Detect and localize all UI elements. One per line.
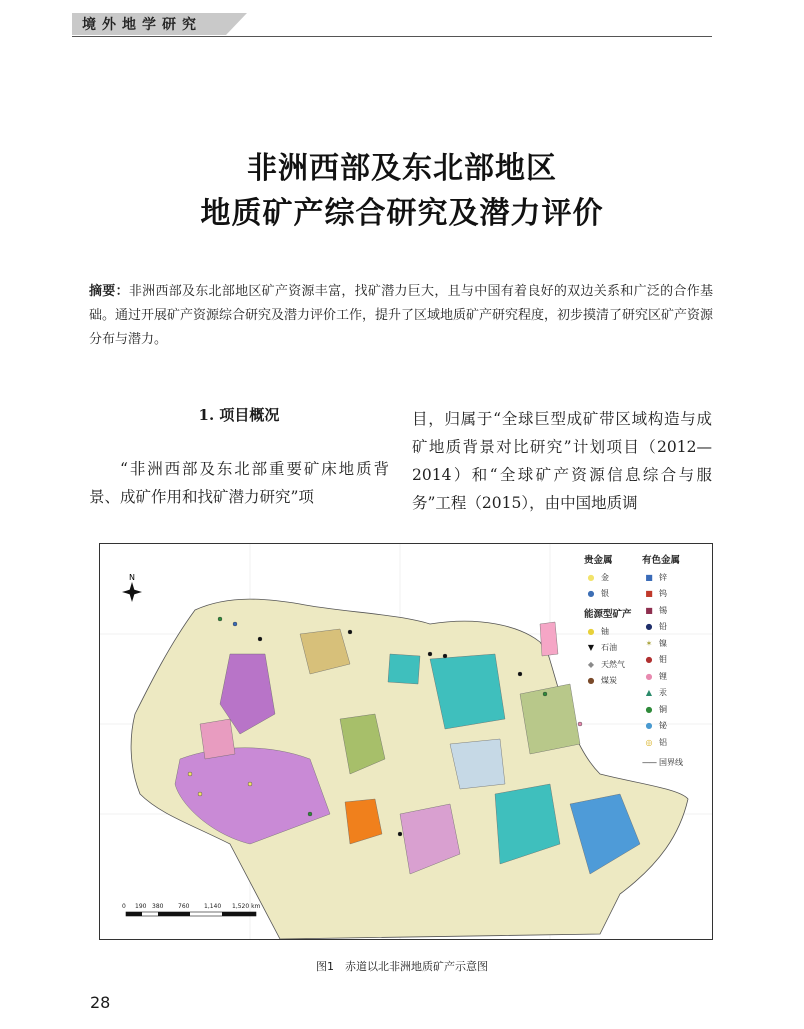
legend-label: 铜	[659, 704, 667, 714]
legend-symbol-icon: ●	[645, 622, 653, 632]
legend-energy-title: 能源型矿产	[584, 609, 632, 620]
legend-label: 钼	[659, 655, 667, 665]
scale-tick-4: 1,140	[204, 903, 222, 910]
scale-tick-3: 760	[178, 903, 190, 910]
abstract	[89, 280, 713, 352]
legend-symbol-icon: ●	[587, 589, 595, 599]
legend-label: 镍	[659, 638, 667, 648]
legend-symbol-icon: ■	[645, 605, 653, 615]
legend-symbol-icon: ●	[645, 671, 653, 681]
legend-label: 银	[601, 589, 609, 599]
scale-bar	[122, 903, 261, 916]
legend-label: 铅	[659, 622, 667, 632]
title-line-2: 地质矿产综合研究及潜力评价	[200, 196, 604, 231]
header-rule	[72, 36, 712, 37]
abstract-label: 摘要：	[89, 284, 129, 299]
legend-nonferrous-item	[642, 718, 708, 735]
title-line-1: 非洲西部及东北部地区	[247, 151, 557, 186]
legend-label: 锌	[659, 572, 667, 582]
legend-nonferrous-item	[642, 602, 708, 619]
legend-energy-item	[584, 656, 644, 673]
legend-label: 铀	[601, 626, 609, 636]
legend-symbol-icon: ●	[587, 676, 595, 686]
legend-left	[584, 552, 644, 689]
legend-nonferrous-item	[642, 668, 708, 685]
legend-symbol-icon: ●	[587, 626, 595, 636]
legend-label: 汞	[659, 688, 667, 698]
scale-tick-1: 190	[135, 903, 147, 910]
legend-symbol-icon: ■	[645, 589, 653, 599]
legend-precious-item	[584, 569, 644, 586]
scale-tick-2: 380	[152, 903, 164, 910]
left-column-text: “非洲西部及东北部重要矿床地质背景、成矿作用和找矿潜力研究”项	[89, 460, 389, 506]
legend-label: 锡	[659, 605, 667, 615]
legend-label: 铋	[659, 721, 667, 731]
compass-rose	[122, 573, 142, 602]
legend-label: 天然气	[601, 659, 625, 669]
figure-caption: 图1 赤道以北非洲地质矿产示意图	[316, 960, 488, 973]
legend-right	[642, 552, 708, 771]
legend-label: 钨	[659, 589, 667, 599]
scale-tick-5: 1,520 km	[232, 903, 261, 910]
running-header: 境外地学研究	[82, 17, 202, 33]
legend-border	[642, 755, 708, 772]
legend-symbol-icon: ✶	[645, 638, 653, 648]
legend-symbol-icon: ▼	[587, 643, 595, 653]
legend-label: 铝	[659, 737, 667, 747]
legend-precious-title: 贵金属	[584, 555, 613, 566]
legend-nonferrous-item	[642, 619, 708, 636]
legend-symbol-icon: ■	[645, 572, 653, 582]
abstract-text: 非洲西部及东北部地区矿产资源丰富，找矿潜力巨大，且与中国有着良好的双边关系和广泛的合作基础。通过开展矿产资源综合研究及潜力评价工作，提升了区域地质矿产研究程度，初步摸清了研究区矿产资源分布与潜力。	[89, 284, 714, 347]
legend-nonferrous-item	[642, 734, 708, 751]
legend-precious-item	[584, 586, 644, 603]
legend-nonferrous-title: 有色金属	[642, 555, 681, 566]
right-column-text: 目，归属于“全球巨型成矿带区域构造与成矿地质背景对比研究”计划项目（2012—2014）和“全球矿产资源信息综合与服务”工程（2015），由中国地质调	[412, 410, 712, 512]
legend-symbol-icon: ▲	[645, 688, 653, 698]
legend-label: 煤炭	[601, 676, 617, 686]
section-heading: 1. 项目概况	[198, 406, 280, 424]
legend-label: 锂	[659, 671, 667, 681]
legend-symbol-icon: ◆	[587, 659, 595, 669]
geology-map-figure	[99, 543, 713, 940]
legend-symbol-icon: ◎	[645, 737, 653, 747]
legend-symbol-icon: ●	[645, 704, 653, 714]
legend-label: 石油	[601, 643, 617, 653]
scale-tick-0: 0	[122, 903, 126, 910]
legend-nonferrous-item	[642, 685, 708, 702]
legend-nonferrous-item	[642, 569, 708, 586]
page-number: 28	[90, 993, 111, 1012]
legend-nonferrous-item	[642, 701, 708, 718]
legend-energy-item	[584, 623, 644, 640]
legend-symbol-icon: ●	[645, 655, 653, 665]
legend-symbol-icon: ●	[645, 721, 653, 731]
border-line-icon: ——	[642, 758, 656, 768]
legend-energy-item	[584, 640, 644, 657]
legend-border-label: 国界线	[659, 758, 683, 768]
legend-nonferrous-item	[642, 635, 708, 652]
legend-symbol-icon: ●	[587, 572, 595, 582]
legend-label: 金	[601, 572, 609, 582]
legend-nonferrous-item	[642, 652, 708, 669]
legend-nonferrous-item	[642, 586, 708, 603]
compass-n-label: N	[129, 573, 135, 582]
legend-energy-item	[584, 673, 644, 690]
